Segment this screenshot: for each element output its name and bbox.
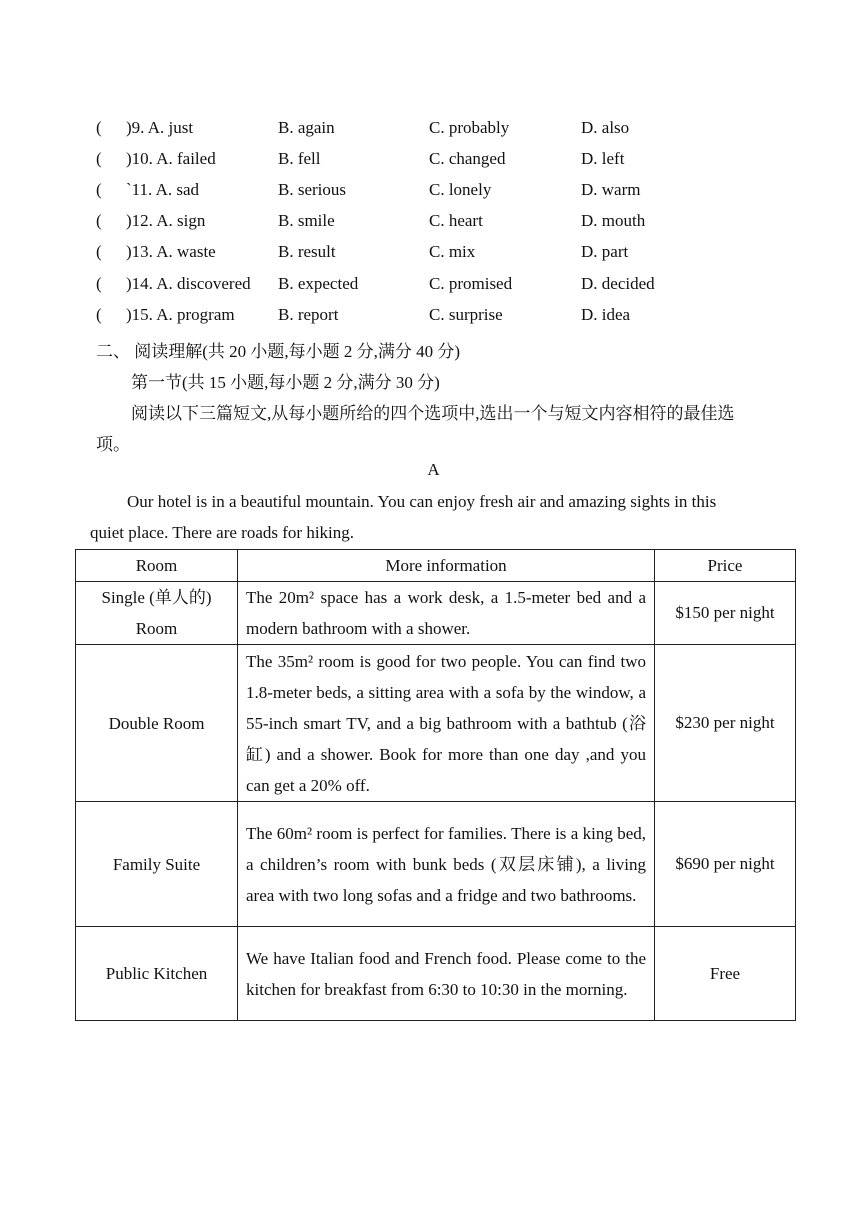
room-price: $690 per night xyxy=(655,802,796,927)
option-b: B. again xyxy=(278,118,335,137)
room-info: The 60m² room is perfect for families. There is a king bed, a children’s room with bunk beds (双层床铺), a living area with two long sofas and a fridge and two bathrooms. xyxy=(238,802,655,927)
option-b: B. smile xyxy=(278,211,335,230)
option-c: C. probably xyxy=(429,118,510,137)
option-d: D. mouth xyxy=(581,211,646,230)
room-price: $230 per night xyxy=(655,645,796,802)
section-heading: 二、 阅读理解(共 20 小题,每小题 2 分,满分 40 分) xyxy=(96,342,461,361)
instruction-line-1: 阅读以下三篇短文,从每小题所给的四个选项中,选出一个与短文内容相符的最佳选 xyxy=(131,404,735,423)
room-price: $150 per night xyxy=(655,582,796,645)
room-name: Public Kitchen xyxy=(105,964,208,983)
question-option-a: )10. A. failed xyxy=(126,149,216,168)
question-option-a: )14. A. discovered xyxy=(126,274,251,293)
option-d: D. left xyxy=(581,149,625,168)
option-d: D. decided xyxy=(581,274,655,293)
room-name: Double Room xyxy=(108,713,205,733)
table-row xyxy=(76,927,796,1021)
option-b: B. expected xyxy=(278,274,359,293)
room-price-table xyxy=(75,549,796,1021)
instruction-line-2: 项。 xyxy=(96,435,130,454)
header-more-information: More information xyxy=(238,550,655,582)
option-d: D. also xyxy=(581,118,630,137)
passage-intro-line-2: quiet place. There are roads for hiking. xyxy=(90,523,355,542)
option-b: B. serious xyxy=(278,180,346,199)
section-subheading: 第一节(共 15 小题,每小题 2 分,满分 30 分) xyxy=(131,373,440,392)
table-row xyxy=(76,802,796,927)
answer-paren: ( xyxy=(96,242,102,261)
room-name-cell xyxy=(76,582,238,645)
room-name-cell xyxy=(76,927,238,1021)
passage-title: A xyxy=(427,460,440,479)
option-b: B. report xyxy=(278,305,339,324)
question-option-a: )12. A. sign xyxy=(126,211,206,230)
option-b: B. result xyxy=(278,242,336,261)
option-c: C. mix xyxy=(429,242,476,261)
passage-intro-line-1: Our hotel is in a beautiful mountain. You can enjoy fresh air and amazing sights in this xyxy=(127,492,717,511)
room-name-line-2: Room xyxy=(135,619,178,638)
answer-paren: ( xyxy=(96,118,102,137)
question-option-a: )9. A. just xyxy=(126,118,194,137)
room-price: Free xyxy=(655,927,796,1021)
answer-paren: ( xyxy=(96,180,102,199)
table-header-row xyxy=(76,550,796,582)
question-option-a: )13. A. waste xyxy=(126,242,216,261)
option-b: B. fell xyxy=(278,149,321,168)
answer-paren: ( xyxy=(96,211,102,230)
room-info: The 20m² space has a work desk, a 1.5-meter bed and a modern bathroom with a shower. xyxy=(238,582,655,645)
room-info: The 35m² room is good for two people. You can find two 1.8-meter beds, a sitting area with a sofa by the window, a 55-inch smart TV, and a big bathroom with a bathtub (浴缸) and a shower. Book for more than one day ,and you can get a 20% off. xyxy=(238,645,655,802)
room-name-cell xyxy=(76,802,238,927)
option-d: D. warm xyxy=(581,180,641,199)
answer-paren: ( xyxy=(96,149,102,168)
option-d: D. idea xyxy=(581,305,631,324)
question-option-a: )15. A. program xyxy=(126,305,235,324)
table-row xyxy=(76,582,796,645)
option-c: C. surprise xyxy=(429,305,503,324)
option-c: C. lonely xyxy=(429,180,492,199)
option-c: C. heart xyxy=(429,211,483,230)
question-option-a: `11. A. sad xyxy=(126,180,200,199)
header-price: Price xyxy=(655,550,796,582)
option-d: D. part xyxy=(581,242,629,261)
answer-paren: ( xyxy=(96,274,102,293)
table-row xyxy=(76,645,796,802)
room-name-cell xyxy=(76,645,238,802)
room-info: We have Italian food and French food. Please come to the kitchen for breakfast from 6:30 to 10:30 in the morning. xyxy=(238,927,655,1021)
room-name: Single (单人的) xyxy=(101,588,212,607)
option-c: C. changed xyxy=(429,149,506,168)
answer-paren: ( xyxy=(96,305,102,324)
header-room: Room xyxy=(76,550,238,582)
option-c: C. promised xyxy=(429,274,513,293)
room-name: Family Suite xyxy=(112,854,201,874)
